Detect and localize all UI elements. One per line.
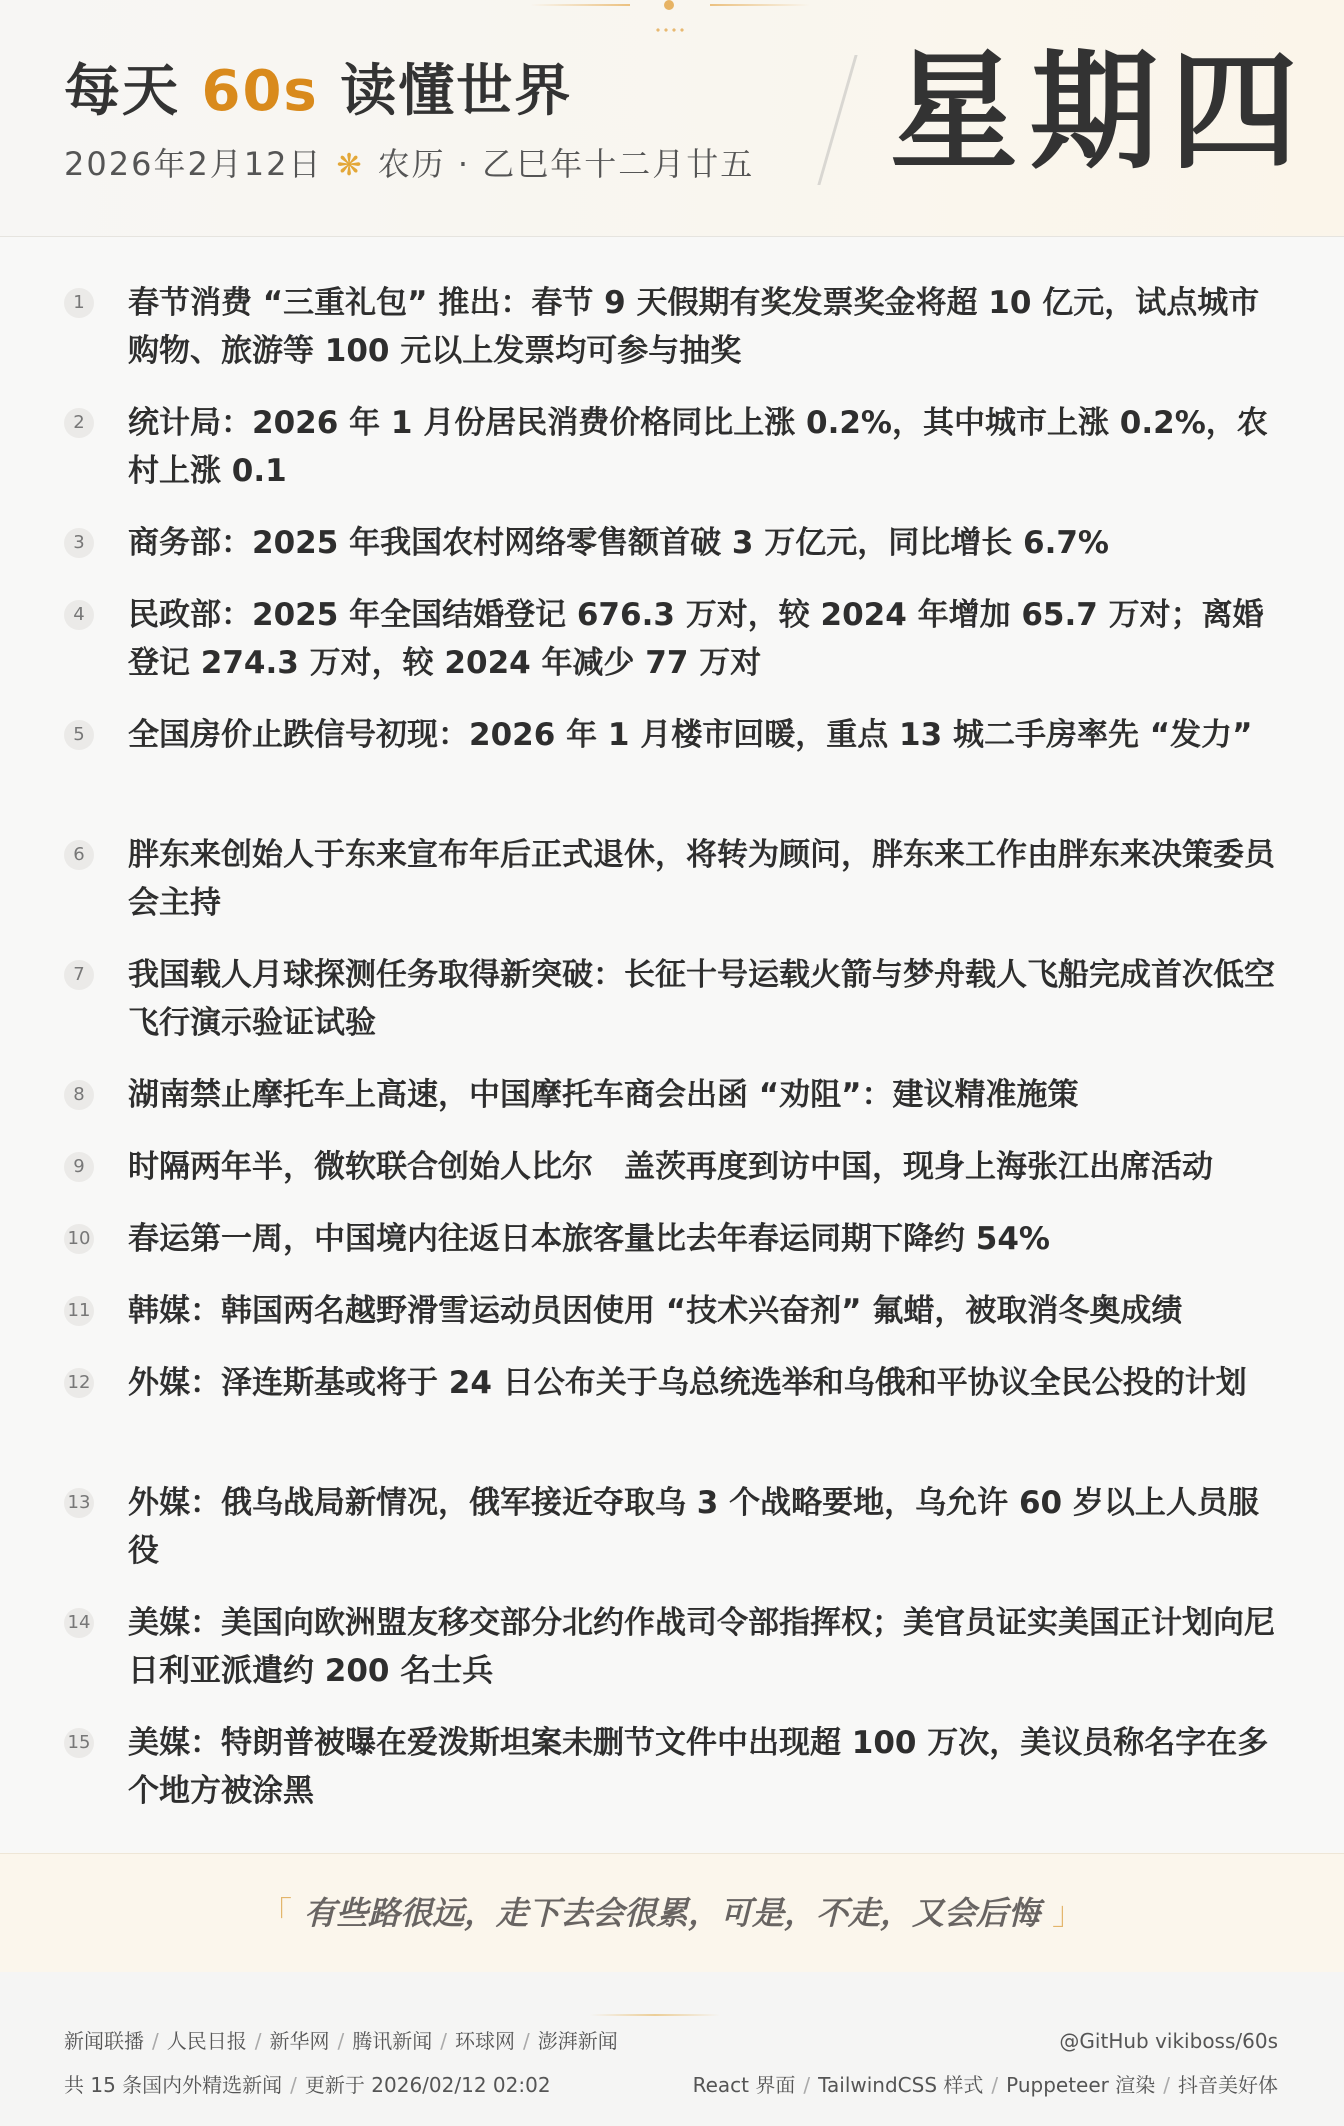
footer-meta: [64, 2070, 551, 2100]
news-number-badge: 7: [64, 960, 94, 990]
brand-accent: 60s: [201, 59, 319, 124]
news-text: 全国房价止跌信号初现：2026 年 1 月楼市回暖，重点 13 城二手房率先 “发力”: [128, 717, 1253, 753]
separator: /: [803, 2073, 811, 2097]
news-text: 春运第一周，中国境内往返日本旅客量比去年春运同期下降约 54%: [128, 1221, 1050, 1257]
news-number-badge: 5: [64, 720, 94, 750]
news-number-badge: 3: [64, 528, 94, 558]
quote-text: 有些路很远，走下去会很累，可是，不走，又会后悔: [303, 1894, 1040, 1932]
star-icon: ❋: [336, 148, 364, 183]
separator: /: [440, 2029, 447, 2053]
news-number-badge: 8: [64, 1080, 94, 1110]
header: [0, 0, 1344, 237]
news-number-badge: 10: [64, 1224, 94, 1254]
tech-item: 抖音美好体: [1178, 2073, 1278, 2097]
separator: /: [152, 2029, 159, 2053]
brand-prefix: 每天: [64, 59, 202, 124]
source-link[interactable]: 新华网: [269, 2029, 330, 2053]
news-text: 春节消费 “三重礼包” 推出：春节 9 天假期有奖发票奖金将超 10 亿元，试点城市购物、旅游等 100 元以上发票均可参与抽奖: [128, 285, 1260, 369]
news-count: 共 15 条国内外精选新闻: [64, 2073, 283, 2097]
source-link[interactable]: 环球网: [455, 2029, 515, 2053]
news-number-badge: 15: [64, 1728, 94, 1758]
separator: /: [523, 2029, 530, 2053]
news-text: 民政部：2025 年全国结婚登记 676.3 万对，较 2024 年增加 65.7 万对；离婚登记 274.3 万对，较 2024 年减少 77 万对: [128, 597, 1264, 681]
news-text: 时隔两年半，微软联合创始人比尔 盖茨再度到访中国，现身上海张江出席活动: [128, 1149, 1213, 1185]
news-text: 湖南禁止摩托车上高速，中国摩托车商会出函 “劝阻”：建议精准施策: [128, 1077, 1079, 1113]
news-number-badge: 9: [64, 1152, 94, 1182]
brand-suffix: 读懂世界: [318, 59, 573, 124]
news-text: 我国载人月球探测任务取得新突破：长征十号运载火箭与梦舟载人飞船完成首次低空飞行演示验证试验: [128, 957, 1275, 1041]
source-link[interactable]: 人民日报: [166, 2029, 247, 2053]
github-link[interactable]: @GitHub vikiboss/60s: [1059, 2029, 1278, 2053]
date-line: [64, 142, 754, 186]
update-time: 更新于 2026/02/12 02:02: [304, 2073, 551, 2097]
separator: /: [1163, 2073, 1170, 2097]
news-text: 胖东来创始人于东来宣布年后正式退休，将转为顾问，胖东来工作由胖东来决策委员会主持: [128, 837, 1275, 921]
news-text: 韩媒：韩国两名越野滑雪运动员因使用 “技术兴奋剂” 氟蜡，被取消冬奥成绩: [128, 1293, 1183, 1329]
tech-item: React 界面: [692, 2073, 796, 2097]
divider-slash: [817, 55, 857, 185]
top-decoration: [530, 0, 810, 40]
daily-quote: [0, 1854, 1344, 1972]
news-text: 外媒：泽连斯基或将于 24 日公布关于乌总统选举和乌俄和平协议全民公投的计划: [128, 1365, 1247, 1401]
news-number-badge: 14: [64, 1608, 94, 1638]
source-link[interactable]: 澎湃新闻: [537, 2029, 618, 2053]
news-number-badge: 4: [64, 600, 94, 630]
news-number-badge: 11: [64, 1296, 94, 1326]
news-number-badge: 2: [64, 408, 94, 438]
separator: /: [290, 2073, 297, 2097]
news-text: 商务部：2025 年我国农村网络零售额首破 3 万亿元，同比增长 6.7%: [128, 525, 1109, 561]
source-link[interactable]: 腾讯新闻: [352, 2029, 433, 2053]
deco-dots: [654, 28, 686, 32]
deco-dot: [664, 0, 674, 10]
source-link[interactable]: 新闻联播: [64, 2029, 144, 2053]
deco-line-left: [530, 4, 630, 6]
tech-stack: [693, 2070, 1278, 2100]
tech-item: Puppeteer 渲染: [1006, 2073, 1156, 2097]
quote-open-bracket: 「: [259, 1894, 292, 1932]
news-text: 统计局：2026 年 1 月份居民消费价格同比上涨 0.2%，其中城市上涨 0.2%，农村上涨 0.1: [128, 405, 1268, 489]
separator: /: [254, 2029, 262, 2053]
footer: [0, 1972, 1344, 2126]
weekday: 星期四: [890, 38, 1311, 187]
news-number-badge: 12: [64, 1368, 94, 1398]
brand-title: [64, 52, 572, 132]
footer-decoration: [590, 2014, 720, 2016]
news-number-badge: 6: [64, 840, 94, 870]
tech-item: TailwindCSS 样式: [818, 2073, 984, 2097]
lunar-date: 农历 · 乙巳年十二月廿五: [377, 145, 755, 183]
news-text: 外媒：俄乌战局新情况，俄军接近夺取乌 3 个战略要地，乌允许 60 岁以上人员服役: [128, 1485, 1259, 1569]
news-sources: [64, 2026, 618, 2056]
news-number-badge: 1: [64, 288, 94, 318]
news-number-badge: 13: [64, 1488, 94, 1518]
quote-band: [0, 1853, 1344, 1973]
separator: /: [337, 2029, 345, 2053]
news-text: 美媒：美国向欧洲盟友移交部分北约作战司令部指挥权；美官员证实美国正计划向尼日利亚派遣约 200 名士兵: [128, 1605, 1275, 1689]
gregorian-date: 2026年2月12日: [64, 145, 323, 183]
deco-line-right: [710, 4, 810, 6]
news-text: 美媒：特朗普被曝在爱泼斯坦案未删节文件中出现超 100 万次，美议员称名字在多个地方被涂黑: [128, 1725, 1269, 1809]
separator: /: [991, 2073, 999, 2097]
quote-close-bracket: 」: [1052, 1894, 1085, 1932]
